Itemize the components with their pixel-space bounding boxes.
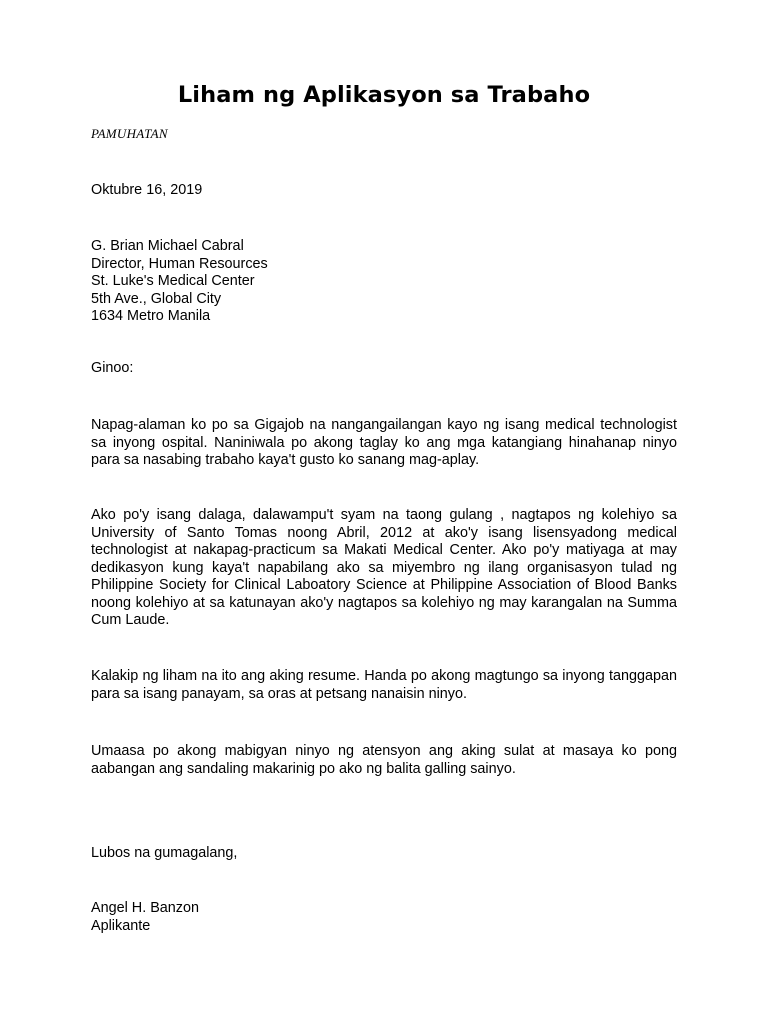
letter-date: Oktubre 16, 2019 (91, 182, 203, 198)
signature-name: Angel H. Banzon (91, 900, 200, 916)
recipient-city: 1634 Metro Manila (91, 308, 211, 324)
letter-title: Liham ng Aplikasyon sa Trabaho (177, 82, 591, 108)
recipient-street: 5th Ave., Global City (91, 290, 222, 307)
recipient-company: St. Luke's Medical Center (91, 273, 255, 289)
recipient-title: Director, Human Resources (91, 255, 268, 272)
body-paragraph-1: Napag-alaman ko po sa Gigajob na nangangailangan kayo ng isang medical technologist sa inyong ospital. Naniniwala po akong taglay ko ang mga katangiang hinahanap ninyo para sa nasabing trabaho kaya't gusto ko sanang mag-aplay. (91, 417, 677, 468)
body-paragraph-4: Umaasa po akong mabigyan ninyo ng atensyon ang aking sulat at masaya ko pong aabangan ang sandaling makarinig po ako ng balita galling sainyo. (91, 743, 677, 777)
signature-role: Aplikante (91, 917, 151, 934)
recipient-name: G. Brian Michael Cabral (91, 238, 244, 254)
salutation: Ginoo: (91, 360, 134, 376)
body-paragraph-3: Kalakip ng liham na ito ang aking resume. Handa po akong magtungo sa inyong tanggapan para sa isang panayam, sa oras at petsang nanaisin ninyo. (91, 668, 677, 702)
body-paragraph-2: Ako po'y isang dalaga, dalawampu't syam na taong gulang , nagtapos ng kolehiyo sa University of Santo Tomas noong Abril, 2012 at ako'y isang lisensyadong medical technologist at nakapag-practicum sa Makati Medical Center. Ako po'y matiyaga at may dedikasyon kung kaya't napabilang ako sa miyembro ng ilang organisasyon tulad ng Philippine Society for Clinical Laboatory Science at Philippine Association of Blood Banks noong kolehiyo at sa katunayan ako'y nagtapos sa kolehiyo ng may karangalan na Summa Cum Laude. (91, 507, 677, 628)
closing: Lubos na gumagalang, (91, 845, 238, 861)
heading-label: PAMUHATAN (91, 126, 168, 141)
